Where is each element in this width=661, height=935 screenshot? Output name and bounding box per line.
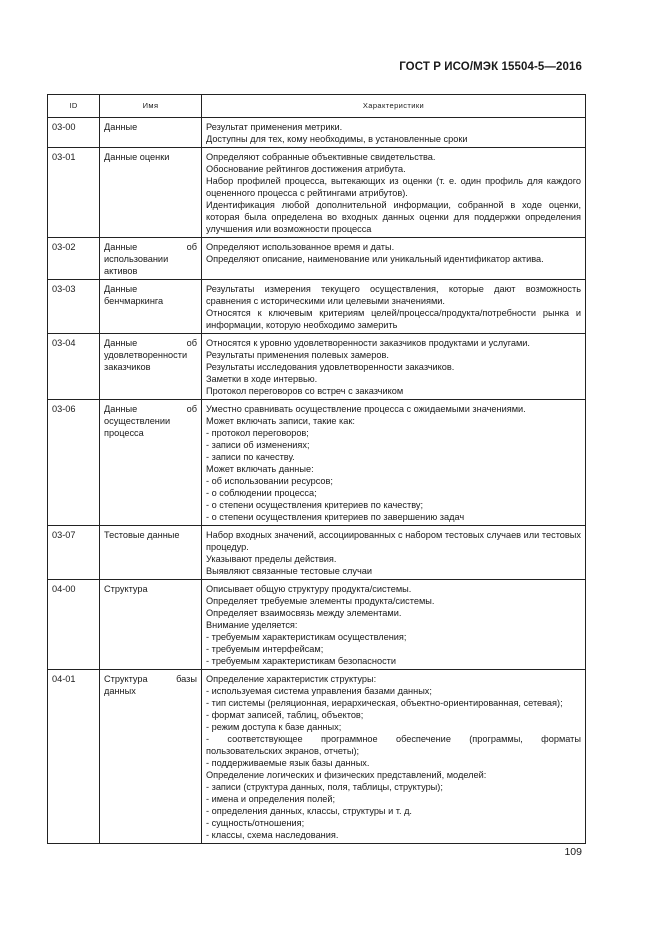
characteristic-line: Результаты измерения текущего осуществления, которые дают возможность сравнения с историческими или целевыми значениями. [206,284,581,306]
characteristic-line: Выявляют связанные тестовые случаи [206,566,372,576]
table-row [48,118,586,148]
characteristic-line: Относятся к уровню удовлетворенности заказчиков продуктами и услугами. [206,338,530,348]
characteristic-line: Может включать данные: [206,464,314,474]
characteristic-line: - требуемым характеристикам осуществления; [206,632,407,642]
table-row [48,580,586,670]
characteristic-line: Заметки в ходе интервью. [206,374,318,384]
table-header-row [48,95,586,118]
characteristic-line: - о соблюдении процесса; [206,488,317,498]
characteristic-line: Результат применения метрики. [206,122,343,132]
characteristic-line: - формат записей, таблиц, объектов; [206,710,364,720]
characteristic-line: Набор профилей процесса, вытекающих из оценки (т. е. один профиль для каждого оцененного процесса с рейтингами атрибутов). [206,176,581,198]
row-id: 03-01 [48,148,100,238]
characteristic-line: Определяет требуемые элементы продукта/системы. [206,596,435,606]
characteristics-table [47,94,586,844]
row-name: Тестовые данные [100,526,202,580]
characteristic-line: Описывает общую структуру продукта/системы. [206,584,412,594]
row-name: Структура [100,580,202,670]
characteristic-line: Указывают пределы действия. [206,554,337,564]
row-name: Данные бенчмаркинга [100,280,202,334]
characteristic-line: - записи по качеству. [206,452,295,462]
row-name: Данные об осуществлении процесса [100,400,202,526]
column-header-name: Имя [100,95,202,118]
row-id: 04-00 [48,580,100,670]
table-row [48,670,586,844]
characteristic-line: - об использовании ресурсов; [206,476,333,486]
characteristic-line: Определяют собранные объективные свидетельства. [206,152,436,162]
page-number: 109 [564,846,582,858]
characteristic-line: Обоснование рейтингов достижения атрибута. [206,164,406,174]
row-id: 03-02 [48,238,100,280]
row-id: 03-04 [48,334,100,400]
table-row [48,238,586,280]
characteristic-line: - требуемым характеристикам безопасности [206,656,396,666]
characteristic-line: Набор входных значений, ассоциированных с набором тестовых случаев или тестовых процедур. [206,530,581,552]
row-name: Данные [100,118,202,148]
characteristic-line: Уместно сравнивать осуществление процесса с ожидаемыми значениями. [206,404,526,414]
standard-code: ГОСТ Р ИСО/МЭК 15504-5—2016 [399,61,582,73]
characteristic-line: - сущность/отношения; [206,818,305,828]
characteristic-line: Протокол переговоров со встреч с заказчиком [206,386,404,396]
characteristic-line: Идентификация любой дополнительной информации, собранной в ходе оценки, которая была определена во входных данных оценки для поддержки определения улучшения или возможности процесса [206,200,581,234]
characteristic-line: Доступны для тех, кому необходимы, в установленные сроки [206,134,468,144]
characteristic-line: - соответствующее программное обеспечение (программы, форматы пользовательских экранов, отчеты); [206,734,581,756]
row-name: Данные об удовлетворенности заказчиков [100,334,202,400]
table-row [48,280,586,334]
characteristic-line: - записи (структура данных, поля, таблицы, структуры); [206,782,443,792]
characteristic-line: Результаты исследования удовлетворенности заказчиков. [206,362,455,372]
table-row [48,148,586,238]
row-id: 03-06 [48,400,100,526]
column-header-characteristics: Характеристики [202,95,586,118]
characteristic-line: - режим доступа к базе данных; [206,722,342,732]
row-id: 04-01 [48,670,100,844]
characteristic-line: - классы, схема наследования. [206,830,339,840]
characteristic-line: - о степени осуществления критериев по завершению задач [206,512,465,522]
row-name: Структура базы данных [100,670,202,844]
row-characteristics [202,148,586,238]
characteristic-line: - тип системы (реляционная, иерархическая, объектно-ориентированная, сетевая); [206,698,563,708]
characteristic-line: Может включать записи, такие как: [206,416,355,426]
table-row [48,526,586,580]
characteristic-line: Определение логических и физических представлений, моделей: [206,770,487,780]
row-characteristics [202,526,586,580]
row-characteristics [202,280,586,334]
characteristic-line: - о степени осуществления критериев по качеству; [206,500,424,510]
characteristic-line: Определяют использованное время и даты. [206,242,395,252]
characteristic-line: - протокол переговоров; [206,428,309,438]
row-characteristics [202,400,586,526]
row-name: Данные оценки [100,148,202,238]
characteristic-line: Определяют описание, наименование или уникальный идентификатор актива. [206,254,544,264]
characteristic-line: Относятся к ключевым критериям целей/процесса/продукта/потребности рынка и информации, которую необходимо замерить [206,308,581,330]
characteristic-line: Внимание уделяется: [206,620,298,630]
characteristic-line: - определения данных, классы, структуры и т. д. [206,806,412,816]
row-id: 03-07 [48,526,100,580]
table-row [48,400,586,526]
characteristic-line: - имена и определения полей; [206,794,336,804]
row-characteristics [202,118,586,148]
characteristic-line: Определяет взаимосвязь между элементами. [206,608,402,618]
row-characteristics [202,334,586,400]
row-characteristics [202,238,586,280]
row-characteristics [202,670,586,844]
row-id: 03-03 [48,280,100,334]
table-body [48,118,586,844]
characteristic-line: Определение характеристик структуры: [206,674,377,684]
characteristic-line: - поддерживаемые язык базы данных. [206,758,370,768]
characteristic-line: - записи об изменениях; [206,440,310,450]
row-characteristics [202,580,586,670]
column-header-id: ID [48,95,100,118]
characteristic-line: Результаты применения полевых замеров. [206,350,389,360]
characteristic-line: - требуемым интерфейсам; [206,644,324,654]
row-id: 03-00 [48,118,100,148]
row-name: Данные об использовании активов [100,238,202,280]
table-row [48,334,586,400]
characteristic-line: - используемая система управления базами данных; [206,686,432,696]
